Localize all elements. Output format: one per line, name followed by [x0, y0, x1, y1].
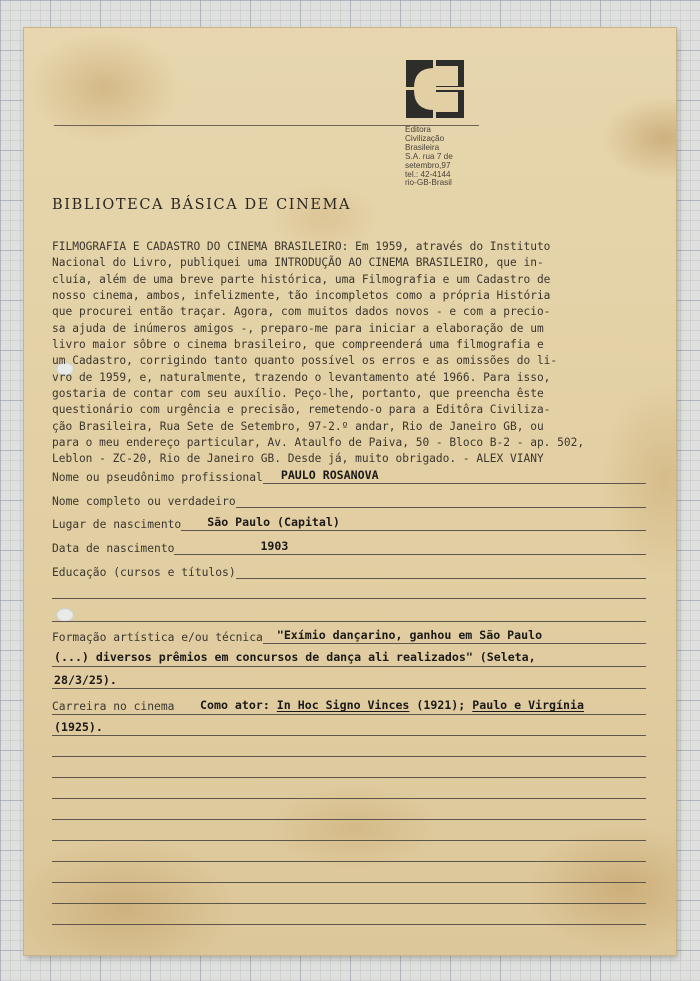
birthplace-label: Lugar de nascimento — [52, 518, 182, 531]
career-film-year: (1925). — [54, 720, 103, 734]
page-title: BIBLIOTECA BÁSICA DE CINEMA — [52, 197, 352, 213]
intro-line: que procurei então traçar. Agora, com muitos dados novos - e com a precio- — [52, 305, 551, 319]
birthdate-line[interactable] — [174, 540, 646, 555]
birthdate-field[interactable] — [52, 537, 646, 555]
intro-line: Nacional do Livro, publiquei uma INTRODUÇÃO AO CINEMA BRASILEIRO, que in- — [52, 256, 544, 270]
publisher-line: tel.: 42-4144 — [405, 169, 451, 179]
training-value-line: (...) diversos prêmios em concursos de dança ali realizados" (Seleta, — [54, 650, 536, 664]
publisher-line: S.A. rua 7 de — [405, 151, 453, 161]
intro-line: sa ajuda de inúmeros amigos -, preparo-me para iniciar a elaboração de um — [52, 321, 544, 335]
career-blank-line[interactable] — [52, 903, 646, 904]
full-name-field[interactable] — [52, 490, 646, 508]
career-blank-line[interactable] — [52, 882, 646, 883]
publisher-logo — [406, 60, 464, 118]
intro-line: um Cadastro, corrigindo tanto quanto possível os erros e as omissões do li- — [52, 354, 558, 368]
full-name-line[interactable] — [236, 493, 646, 508]
career-blank-line[interactable] — [52, 819, 646, 820]
career-label: Carreira no cinema — [52, 700, 175, 713]
professional-name-value: PAULO ROSANOVA — [280, 468, 379, 482]
publisher-line: Civilização — [405, 133, 445, 143]
training-value-line: "Exímio dançarino, ganhou em São Paulo — [276, 628, 543, 642]
education-label: Educação (cursos e títulos) — [52, 566, 236, 579]
intro-line: FILMOGRAFIA E CADASTRO DO CINEMA BRASILEIRO: Em 1959, através do Instituto — [52, 240, 551, 253]
training-blank-line[interactable] — [52, 666, 646, 667]
birthdate-label: Data de nascimento — [52, 542, 175, 555]
professional-name-field[interactable] — [52, 466, 646, 484]
career-blank-line[interactable] — [52, 924, 646, 925]
career-first-line[interactable] — [52, 714, 646, 715]
intro-line: livro maior sôbre o cinema brasileiro, que compreenderá uma filmografia e — [52, 338, 544, 352]
intro-line: Leblon - ZC-20, Rio de Janeiro GB. Desde já, muito obrigado. - ALEX VIANY — [52, 452, 544, 466]
publisher-line: Editora — [405, 125, 431, 134]
career-film-title: Paulo e Virgínia — [472, 698, 584, 712]
intro-line: nosso cinema, ambos, infelizmente, tão incompletos como a própria História — [52, 289, 551, 303]
binder-hole — [56, 608, 74, 622]
career-blank-line[interactable] — [52, 735, 646, 736]
birthdate-value: 1903 — [260, 539, 289, 553]
training-value-line: 28/3/25). — [54, 673, 117, 687]
career-blank-line[interactable] — [52, 756, 646, 757]
career-prefix: Como ator: — [200, 698, 270, 712]
training-label: Formação artística e/ou técnica — [52, 631, 263, 644]
publisher-line: rio-GB-Brasil — [405, 178, 452, 188]
education-blank-line[interactable] — [52, 621, 646, 622]
intro-line: ção Brasileira, Rua Sete de Setembro, 97-2.º andar, Rio de Janeiro GB, ou — [52, 419, 544, 433]
publisher-info — [405, 126, 485, 188]
career-film-year: (1921); — [416, 698, 466, 712]
professional-name-line[interactable] — [263, 469, 646, 484]
education-blank-line[interactable] — [52, 598, 646, 599]
intro-line: cluía, além de uma breve parte histórica, uma Filmografia e um Cadastro de — [52, 272, 551, 286]
intro-line: para o meu endereço particular, Av. Ataulfo de Paiva, 50 - Bloco B-2 - ap. 502, — [52, 436, 585, 450]
training-line[interactable] — [263, 629, 646, 644]
education-line[interactable] — [236, 564, 646, 579]
publisher-line: setembro,97 — [405, 160, 451, 170]
career-blank-line[interactable] — [52, 840, 646, 841]
training-blank-line[interactable] — [52, 688, 646, 689]
birthplace-value: São Paulo (Capital) — [207, 515, 340, 529]
education-field[interactable] — [52, 561, 646, 579]
intro-line: questionário com urgência e precisão, remetendo-o para a Editôra Civiliza- — [52, 403, 551, 417]
professional-name-label: Nome ou pseudônimo profissional — [52, 471, 263, 484]
publisher-line: Brasileira — [405, 142, 440, 152]
birthplace-line[interactable] — [181, 516, 646, 531]
career-blank-line[interactable] — [52, 798, 646, 799]
birthplace-field[interactable] — [52, 513, 646, 531]
intro-line: vro de 1959, e, naturalmente, trazendo o levantamento até 1966. Para isso, — [52, 370, 551, 384]
career-film-title: In Hoc Signo Vinces — [276, 698, 410, 712]
full-name-label: Nome completo ou verdadeiro — [52, 495, 236, 508]
questionnaire-sheet — [24, 28, 676, 955]
intro-paragraph — [52, 239, 652, 468]
career-blank-line[interactable] — [52, 777, 646, 778]
intro-line: gostaria de contar com seu auxílio. Peço-lhe, portanto, que preencha êste — [52, 387, 544, 401]
career-blank-line[interactable] — [52, 861, 646, 862]
training-field[interactable] — [52, 626, 646, 644]
career-value — [200, 698, 584, 712]
